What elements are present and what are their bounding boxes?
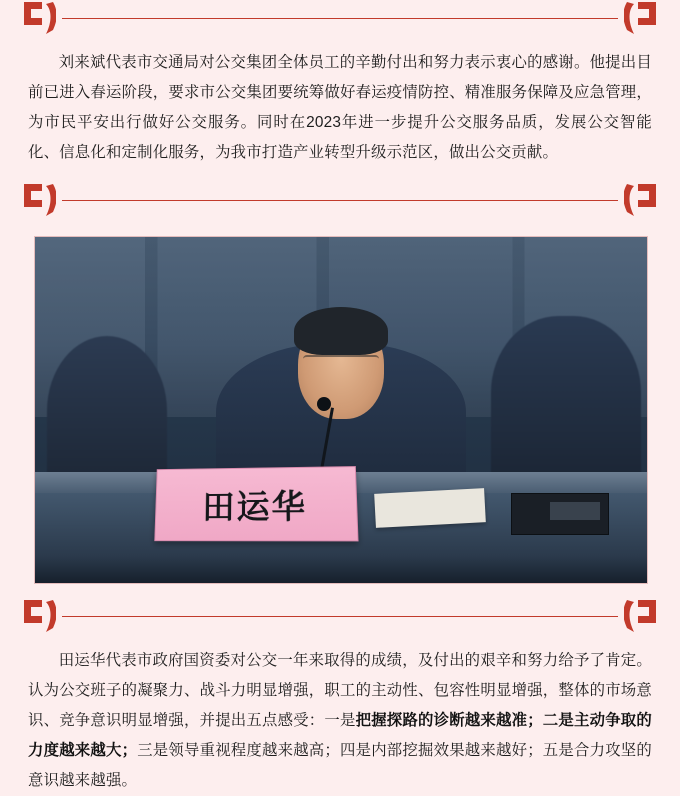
corner-ornament-icon bbox=[22, 0, 56, 40]
ornament-divider-top bbox=[0, 0, 680, 44]
paragraph-two-part2: 三是领导重视程度越来越高；四是内部挖掘效果越来越好；五是合力攻坚的意识越来越强。 bbox=[28, 742, 652, 790]
documents-on-table bbox=[374, 488, 486, 528]
horizontal-rule bbox=[62, 616, 618, 617]
horizontal-rule bbox=[62, 18, 618, 19]
conference-photo bbox=[34, 236, 648, 584]
photo-container bbox=[0, 226, 680, 584]
corner-ornament-icon bbox=[624, 182, 658, 222]
paragraph-one: 刘来斌代表市交通局对公交集团全体员工的辛勤付出和努力表示衷心的感谢。他提出目前已进入春运阶段，要求市公交集团要统筹做好春运疫情防控、精准服务保障及应急管理，为市民平安出行做好公交服务。同时在2023年进一步提升公交服务品质，发展公交智能化、信息化和定制化服务，为我市打造产业转型升级示范区，做出公交贡献。 bbox=[28, 54, 652, 162]
nameplate-text: 田运华 bbox=[201, 486, 308, 526]
ornament-divider-bottom bbox=[0, 598, 680, 642]
ornament-divider-middle bbox=[0, 182, 680, 226]
corner-ornament-icon bbox=[624, 0, 658, 40]
attendee-left-silhouette bbox=[47, 336, 167, 486]
corner-ornament-icon bbox=[624, 598, 658, 638]
attendee-right-silhouette bbox=[491, 316, 641, 486]
conference-device bbox=[511, 493, 609, 535]
paragraph-two-emphasis: 把握探路的诊断越来越准；二是主动争取的力度越来越大； bbox=[28, 712, 652, 760]
device-screen bbox=[550, 502, 600, 520]
paragraph-two bbox=[0, 642, 680, 796]
speaker-nameplate bbox=[154, 466, 358, 541]
corner-ornament-icon bbox=[22, 182, 56, 222]
microphone-head-icon bbox=[317, 397, 331, 411]
speaker-hair bbox=[294, 307, 388, 355]
speaker-brow bbox=[303, 355, 379, 371]
corner-ornament-icon bbox=[22, 598, 56, 638]
paragraph-two-part1: 田运华代表市政府国资委对公交一年来取得的成绩，及付出的艰辛和努力给予了肯定。认为公交班子的凝聚力、战斗力明显增强，职工的主动性、包容性明显增强，整体的市场意识、竞争意识明显增强，并提出五点感受：一是 bbox=[28, 652, 652, 730]
horizontal-rule bbox=[62, 200, 618, 201]
